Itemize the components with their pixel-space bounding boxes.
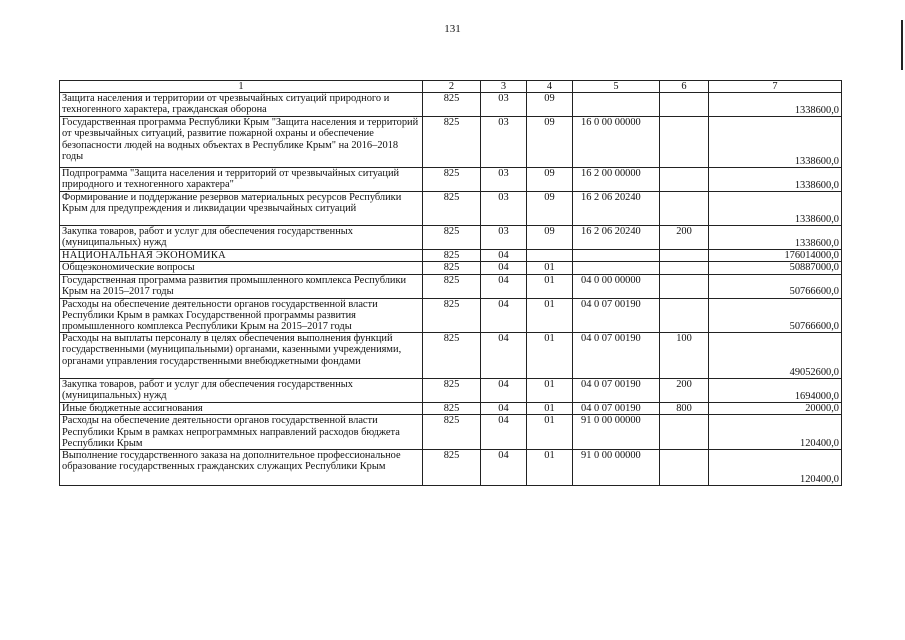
sum-cell: 1338600,0 [709, 168, 842, 192]
ved-cell: 825 [423, 93, 481, 117]
vr-cell [660, 250, 709, 262]
sum-cell: 120400,0 [709, 415, 842, 450]
ved-cell: 825 [423, 168, 481, 192]
header-cell: 7 [709, 81, 842, 93]
name-cell: Закупка товаров, работ и услуг для обеспечения государственных (муниципальных) нужд [60, 226, 423, 250]
ved-cell: 825 [423, 333, 481, 379]
table-row [60, 450, 842, 486]
table-row [60, 262, 842, 274]
podrazdel-cell: 09 [527, 226, 573, 250]
budget-table [59, 80, 842, 486]
header-cell: 1 [60, 81, 423, 93]
csr-cell [573, 93, 660, 117]
razdel-cell: 04 [481, 379, 527, 403]
header-cell: 3 [481, 81, 527, 93]
sum-cell: 1338600,0 [709, 117, 842, 168]
podrazdel-cell: 01 [527, 403, 573, 415]
vr-cell: 200 [660, 226, 709, 250]
csr-cell [573, 262, 660, 274]
vr-cell [660, 168, 709, 192]
sum-cell: 50887000,0 [709, 262, 842, 274]
table-row [60, 226, 842, 250]
sum-cell: 1338600,0 [709, 93, 842, 117]
vr-cell [660, 117, 709, 168]
header-cell: 5 [573, 81, 660, 93]
ved-cell: 825 [423, 274, 481, 298]
table-row [60, 192, 842, 226]
podrazdel-cell: 01 [527, 379, 573, 403]
name-cell: Общеэкономические вопросы [60, 262, 423, 274]
razdel-cell: 04 [481, 333, 527, 379]
name-cell: Подпрограмма "Защита населения и территорий от чрезвычайных ситуаций природного и техногенного характера" [60, 168, 423, 192]
csr-cell: 04 0 07 00190 [573, 379, 660, 403]
vr-cell [660, 262, 709, 274]
sum-cell: 50766600,0 [709, 298, 842, 333]
razdel-cell: 03 [481, 93, 527, 117]
vr-cell [660, 415, 709, 450]
name-cell: Закупка товаров, работ и услуг для обеспечения государственных (муниципальных) нужд [60, 379, 423, 403]
name-cell: Расходы на обеспечение деятельности органов государственной власти Республики Крым в рамках Государственной программы развития промышленного комплекса Республики Крым на 2015–2017 годы [60, 298, 423, 333]
podrazdel-cell [527, 250, 573, 262]
sum-cell: 1338600,0 [709, 226, 842, 250]
podrazdel-cell: 09 [527, 117, 573, 168]
vr-cell [660, 450, 709, 486]
razdel-cell: 03 [481, 192, 527, 226]
razdel-cell: 04 [481, 274, 527, 298]
csr-cell: 04 0 07 00190 [573, 333, 660, 379]
sum-cell: 176014000,0 [709, 250, 842, 262]
sum-cell: 1338600,0 [709, 192, 842, 226]
razdel-cell: 04 [481, 450, 527, 486]
table-row [60, 403, 842, 415]
table-row [60, 274, 842, 298]
name-cell: Расходы на выплаты персоналу в целях обеспечения выполнения функций государственными (муниципальными) органами, казенными учреждениями, органами управления государственными внебюджетными фондами [60, 333, 423, 379]
name-cell: Формирование и поддержание резервов материальных ресурсов Республики Крым для предупреждения и ликвидации чрезвычайных ситуаций [60, 192, 423, 226]
vr-cell [660, 298, 709, 333]
csr-cell: 04 0 07 00190 [573, 298, 660, 333]
razdel-cell: 04 [481, 403, 527, 415]
podrazdel-cell: 01 [527, 298, 573, 333]
ved-cell: 825 [423, 117, 481, 168]
csr-cell: 16 2 06 20240 [573, 226, 660, 250]
name-cell: Иные бюджетные ассигнования [60, 403, 423, 415]
razdel-cell: 04 [481, 415, 527, 450]
ved-cell: 825 [423, 415, 481, 450]
csr-cell: 16 2 06 20240 [573, 192, 660, 226]
razdel-cell: 04 [481, 262, 527, 274]
razdel-cell: 04 [481, 250, 527, 262]
ved-cell: 825 [423, 250, 481, 262]
table-header-row [60, 81, 842, 93]
vr-cell: 800 [660, 403, 709, 415]
table-row [60, 379, 842, 403]
table-row [60, 250, 842, 262]
vr-cell: 100 [660, 333, 709, 379]
podrazdel-cell: 01 [527, 415, 573, 450]
table-row [60, 415, 842, 450]
csr-cell: 16 2 00 00000 [573, 168, 660, 192]
name-cell: Выполнение государственного заказа на дополнительное профессиональное образование государственных гражданских служащих Республики Крым [60, 450, 423, 486]
sum-cell: 20000,0 [709, 403, 842, 415]
name-cell: Государственная программа развития промышленного комплекса Республики Крым на 2015–2017 годы [60, 274, 423, 298]
podrazdel-cell: 09 [527, 192, 573, 226]
csr-cell [573, 250, 660, 262]
page-number: 131 [444, 23, 461, 35]
table-row [60, 333, 842, 379]
razdel-cell: 03 [481, 226, 527, 250]
ved-cell: 825 [423, 192, 481, 226]
vr-cell [660, 192, 709, 226]
podrazdel-cell: 01 [527, 450, 573, 486]
csr-cell: 04 0 07 00190 [573, 403, 660, 415]
name-cell: НАЦИОНАЛЬНАЯ ЭКОНОМИКА [60, 250, 423, 262]
vr-cell [660, 93, 709, 117]
podrazdel-cell: 01 [527, 262, 573, 274]
table-row [60, 298, 842, 333]
podrazdel-cell: 09 [527, 168, 573, 192]
page-edge-mark [901, 20, 903, 70]
header-cell: 2 [423, 81, 481, 93]
table-row [60, 93, 842, 117]
razdel-cell: 03 [481, 117, 527, 168]
vr-cell: 200 [660, 379, 709, 403]
ved-cell: 825 [423, 403, 481, 415]
ved-cell: 825 [423, 262, 481, 274]
csr-cell: 91 0 00 00000 [573, 415, 660, 450]
razdel-cell: 04 [481, 298, 527, 333]
ved-cell: 825 [423, 298, 481, 333]
podrazdel-cell: 01 [527, 274, 573, 298]
vr-cell [660, 274, 709, 298]
sum-cell: 49052600,0 [709, 333, 842, 379]
ved-cell: 825 [423, 450, 481, 486]
csr-cell: 16 0 00 00000 [573, 117, 660, 168]
header-cell: 6 [660, 81, 709, 93]
podrazdel-cell: 09 [527, 93, 573, 117]
ved-cell: 825 [423, 226, 481, 250]
razdel-cell: 03 [481, 168, 527, 192]
header-cell: 4 [527, 81, 573, 93]
table-row [60, 117, 842, 168]
table-row [60, 168, 842, 192]
sum-cell: 50766600,0 [709, 274, 842, 298]
sum-cell: 1694000,0 [709, 379, 842, 403]
name-cell: Государственная программа Республики Крым "Защита населения и территорий от чрезвычайных ситуаций, развитие пожарной охраны и обеспечение безопасности людей на водных объектах в Республике Крым" на 2016–2018 годы [60, 117, 423, 168]
podrazdel-cell: 01 [527, 333, 573, 379]
name-cell: Расходы на обеспечение деятельности органов государственной власти Республики Крым в рамках непрограммных направлений расходов бюджета Республики Крым [60, 415, 423, 450]
csr-cell: 04 0 00 00000 [573, 274, 660, 298]
ved-cell: 825 [423, 379, 481, 403]
csr-cell: 91 0 00 00000 [573, 450, 660, 486]
name-cell: Защита населения и территории от чрезвычайных ситуаций природного и техногенного характера, гражданская оборона [60, 93, 423, 117]
sum-cell: 120400,0 [709, 450, 842, 486]
